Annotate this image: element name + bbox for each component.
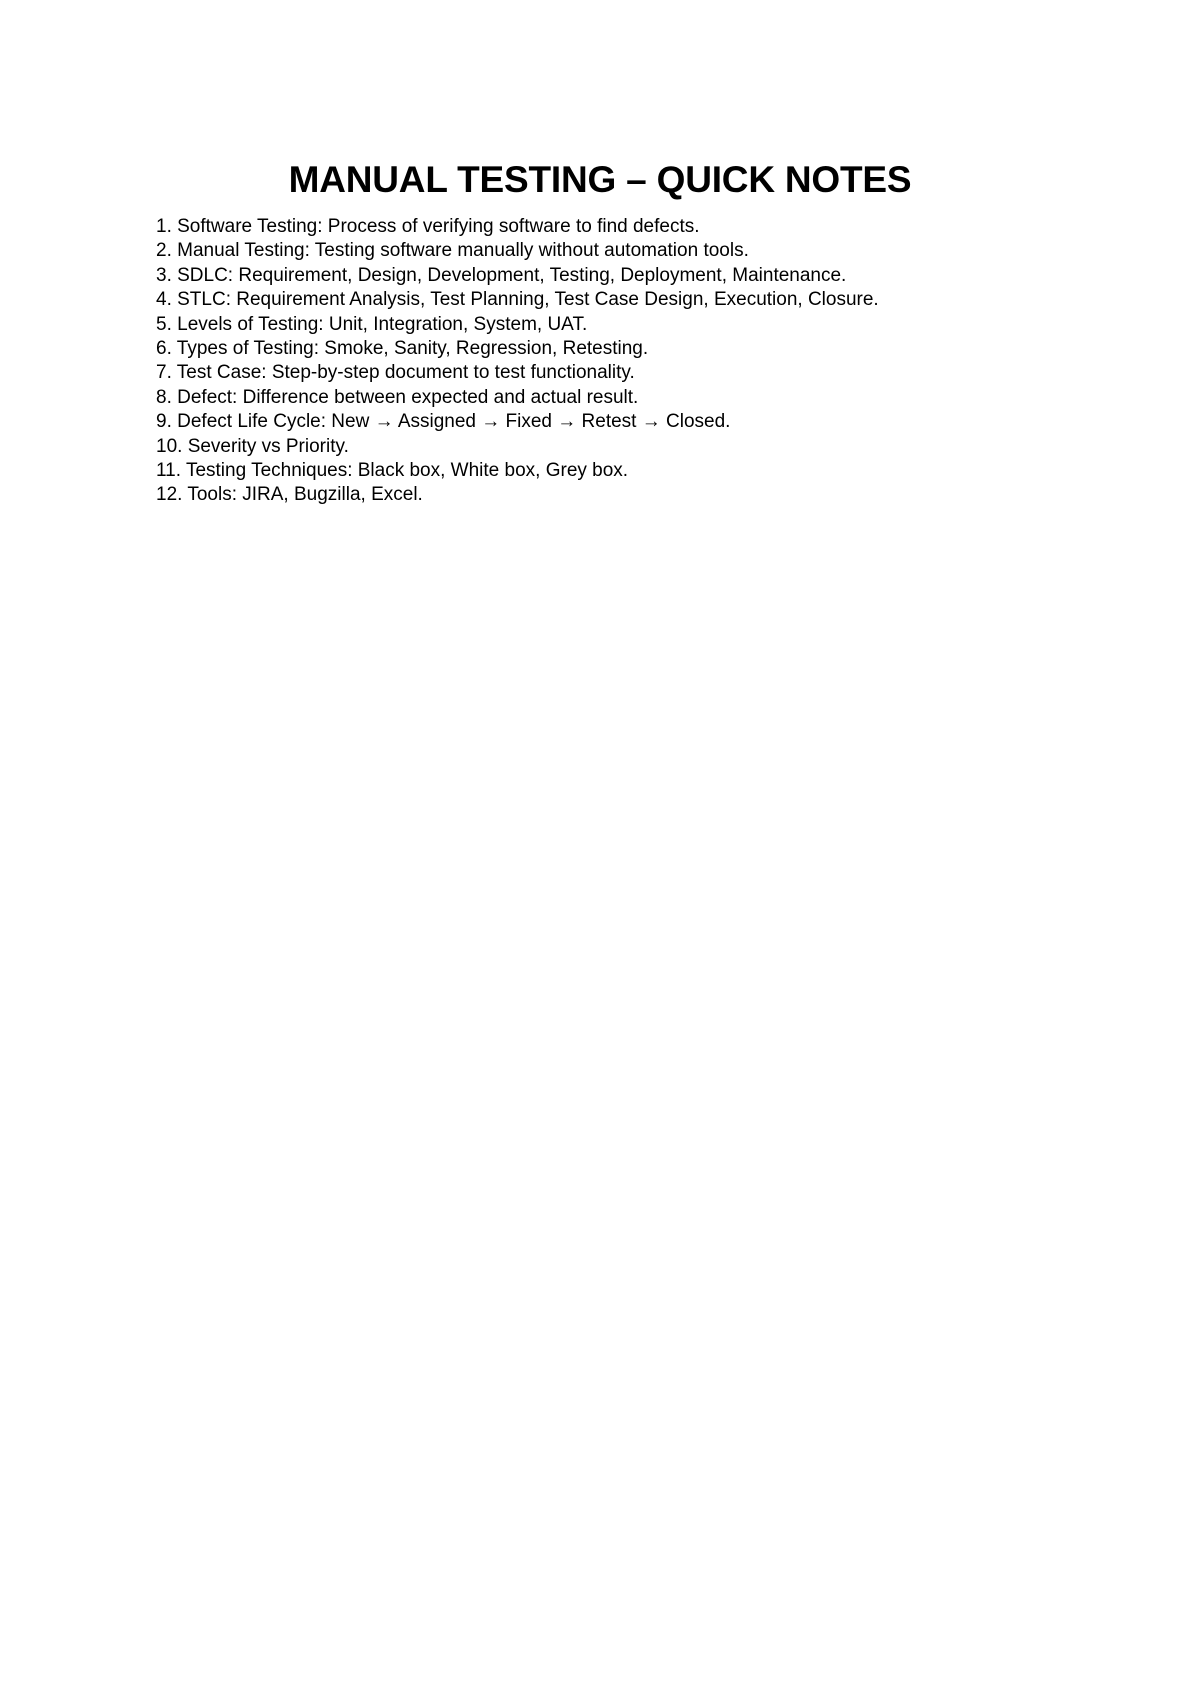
note-item: 10. Severity vs Priority. xyxy=(156,435,349,457)
page-title: MANUAL TESTING – QUICK NOTES xyxy=(288,159,912,200)
notes-list xyxy=(156,215,879,508)
note-item: 4. STLC: Requirement Analysis, Test Planning, Test Case Design, Execution, Closure. xyxy=(156,289,879,311)
note-item: 1. Software Testing: Process of verifying software to find defects. xyxy=(156,216,700,237)
note-item: 5. Levels of Testing: Unit, Integration, System, UAT. xyxy=(156,313,588,335)
note-item: 6. Types of Testing: Smoke, Sanity, Regression, Retesting. xyxy=(156,338,649,360)
note-item: 2. Manual Testing: Testing software manually without automation tools. xyxy=(156,240,749,262)
note-item: 12. Tools: JIRA, Bugzilla, Excel. xyxy=(156,484,423,506)
note-item: 7. Test Case: Step-by-step document to test functionality. xyxy=(156,362,635,384)
note-item: 9. Defect Life Cycle: New → Assigned → Fixed → Retest → Closed. xyxy=(156,411,731,433)
note-item: 11. Testing Techniques: Black box, White box, Grey box. xyxy=(156,460,629,482)
note-item: 3. SDLC: Requirement, Design, Development, Testing, Deployment, Maintenance. xyxy=(156,264,847,286)
note-item: 8. Defect: Difference between expected and actual result. xyxy=(156,386,639,408)
